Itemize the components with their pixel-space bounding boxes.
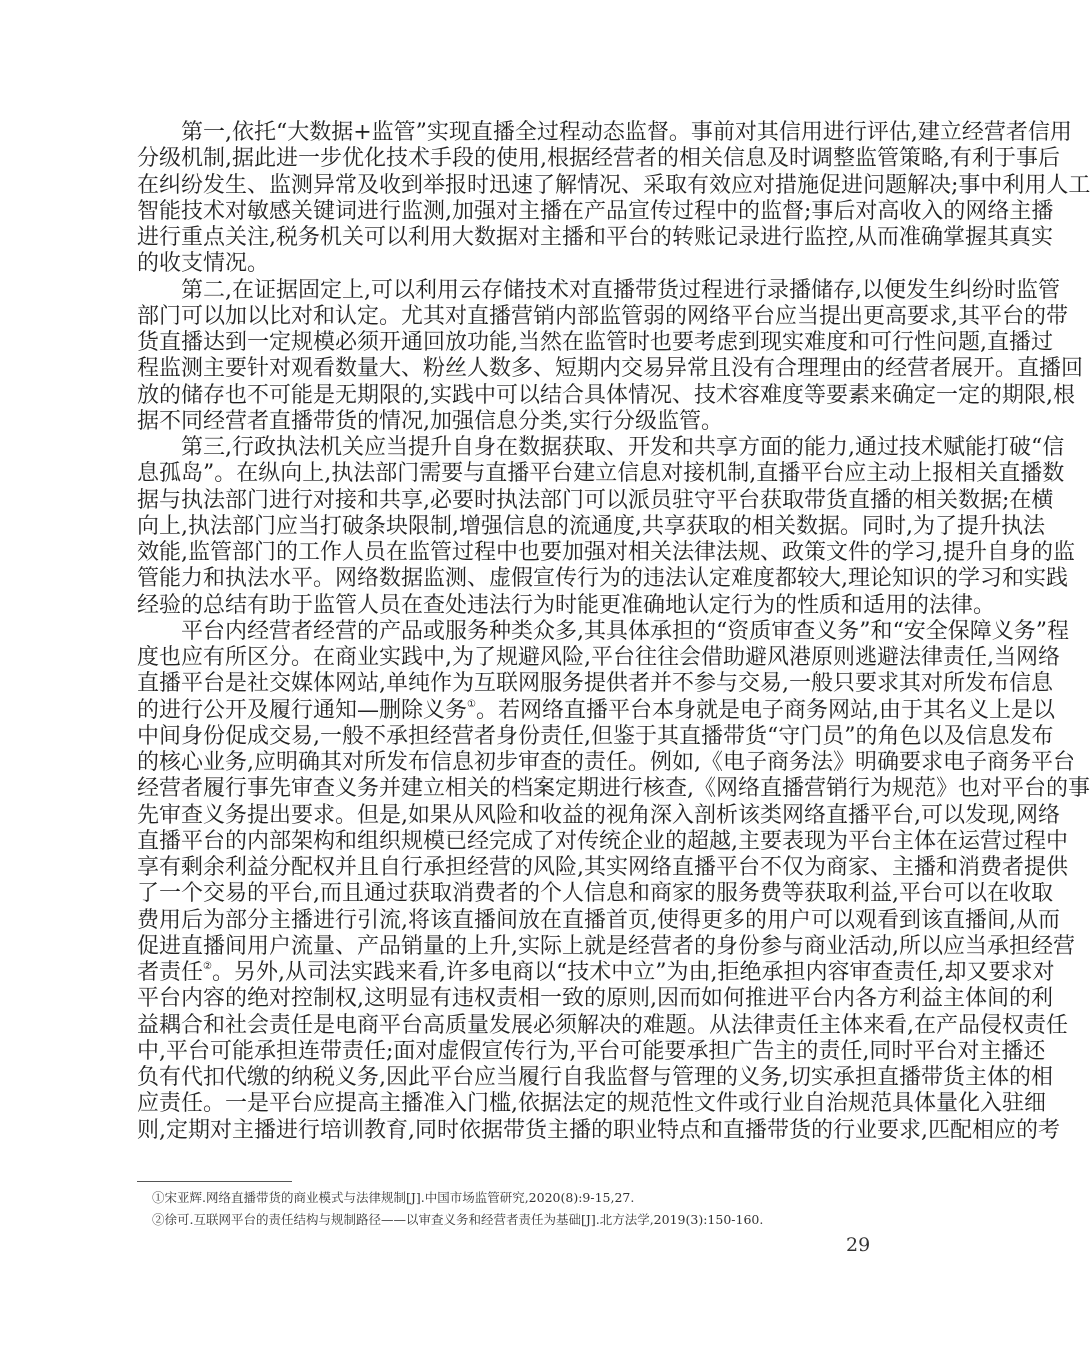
footnote-1: ①宋亚辉.网络直播带货的商业模式与法律规制[J].中国市场监管研究,2020(8):9-15,27. xyxy=(152,1190,635,1205)
text-line: 货直播达到一定规模必须开通回放功能,当然在监管时也要考虑到现实难度和可行性问题,直播过 xyxy=(137,330,1053,355)
text-line: 经营者履行事先审查义务并建立相关的档案定期进行核查,《网络直播营销行为规范》也对平台的事 xyxy=(137,776,1090,802)
paragraph xyxy=(137,618,1090,1144)
text-line: 在纠纷发生、监测异常及收到举报时迅速了解情况、采取有效应对措施促进问题解决;事中利用人工 xyxy=(137,172,1090,198)
body-text xyxy=(137,120,1090,1144)
paragraph xyxy=(137,277,1084,436)
text-line: 直播平台是社交媒体网站,单纯作为互联网服务提供者并不参与交易,一般只要求其对所发布信息 xyxy=(137,671,1053,697)
text-line: 平台内经营者经营的产品或服务种类众多,其具体承担的“资质审查义务”和“安全保障义务”程 xyxy=(181,618,1069,644)
text-line: 第三,行政执法机关应当提升自身在数据获取、开发和共享方面的能力,通过技术赋能打破“信 xyxy=(181,435,1065,460)
footnote-reference[interactable]: ② xyxy=(203,961,212,972)
text-line: 益耦合和社会责任是电商平台高质量发展必须解决的难题。从法律责任主体来看,在产品侵权责任 xyxy=(137,1012,1068,1038)
footnote-reference[interactable]: ① xyxy=(467,698,476,710)
text-line: 分级机制,据此进一步优化技术手段的使用,根据经营者的相关信息及时调整监管策略,有利于事后 xyxy=(137,146,1060,172)
page-number: 29 xyxy=(846,1234,871,1256)
text-line: 平台内容的绝对控制权,这明显有违权责相一致的原则,因而如何推进平台内各方利益主体间的利 xyxy=(137,986,1053,1012)
text-line: 费用后为部分主播进行引流,将该直播间放在直播首页,使得更多的用户可以观看到该直播间,从而 xyxy=(137,907,1060,933)
footnotes xyxy=(152,1187,852,1231)
text-line: 智能技术对敏感关键词进行监测,加强对主播在产品宣传过程中的监督;事后对高收入的网络主播 xyxy=(137,198,1054,224)
text-line: 中,平台可能承担连带责任;面对虚假宣传行为,平台可能要承担广告主的责任,同时平台对主播还 xyxy=(137,1038,1046,1064)
text-line: 第二,在证据固定上,可以利用云存储技术对直播带货过程进行录播储存,以便发生纠纷时监管 xyxy=(181,277,1060,303)
text-line: 度也应有所区分。在商业实践中,为了规避风险,平台往往会借助避风港原则逃避法律责任,当网络 xyxy=(137,645,1060,670)
text-line: 进行重点关注,税务机关可以利用大数据对主播和平台的转账记录进行监控,从而准确掌握其真实 xyxy=(137,225,1053,250)
footnote-divider xyxy=(137,1181,292,1182)
text-line: 则,定期对主播进行培训教育,同时依据带货主播的职业特点和直播带货的行业要求,匹配相应的考 xyxy=(137,1117,1060,1143)
text-line: 息孤岛”。在纵向上,执法部门需要与直播平台建立信息对接机制,直播平台应主动上报相关直播数 xyxy=(137,461,1065,487)
text-line: 部门可以加以比对和认定。尤其对直播营销内部监管弱的网络平台应当提出更高要求,其平台的带 xyxy=(137,303,1068,329)
text-line: 负有代扣代缴的纳税义务,因此平台应当履行自我监督与管理的义务,切实承担直播带货主体的相 xyxy=(137,1065,1053,1090)
text-line: 促进直播间用户流量、产品销量的上升,实际上就是经营者的身份参与商业活动,所以应当承担经营 xyxy=(137,933,1075,959)
text-line: 经验的总结有助于监管人员在查处违法行为时能更准确地认定行为的性质和适用的法律。 xyxy=(137,592,996,618)
text-line: 的收支情况。 xyxy=(137,251,270,277)
text-line: 效能,监管部门的工作人员在监管过程中也要加强对相关法律法规、政策文件的学习,提升自身的监 xyxy=(137,540,1075,565)
text-line: 直播平台的内部架构和组织规模已经完成了对传统企业的超越,主要表现为平台主体在运营过程中 xyxy=(137,828,1068,854)
text-line: 了一个交易的平台,而且通过获取消费者的个人信息和商家的服务费等获取利益,平台可以在收取 xyxy=(137,881,1053,907)
text-line: 的进行公开及履行通知—删除义务①。若网络直播平台本身就是电子商务网站,由于其名义上是以 xyxy=(137,697,1055,723)
text-line: 者责任②。另外,从司法实践来看,许多电商以“技术中立”为由,拒绝承担内容审查责任,却又要求对 xyxy=(137,960,1055,985)
text-line: 放的储存也不可能是无期限的,实践中可以结合具体情况、技术容难度等要素来确定一定的期限,根 xyxy=(137,382,1075,408)
paragraph xyxy=(137,435,1075,619)
text-line: 应责任。一是平台应提高主播准入门槛,依据法定的规范性文件或行业自治规范具体量化入驻细 xyxy=(137,1091,1046,1117)
text-line: 向上,执法部门应当打破条块限制,增强信息的流通度,共享获取的相关数据。同时,为了提升执法 xyxy=(137,513,1045,539)
text-line: 据不同经营者直播带货的情况,加强信息分类,实行分级监管。 xyxy=(137,408,723,434)
text-line: 享有剩余利益分配权并且自行承担经营的风险,其实网络直播平台不仅为商家、主播和消费者提供 xyxy=(137,855,1068,880)
text-line: 程监测主要针对观看数量大、粉丝人数多、短期内交易异常且没有合理理由的经营者展开。直播回 xyxy=(137,356,1084,382)
text-line: 先审查义务提出要求。但是,如果从风险和收益的视角深入剖析该类网络直播平台,可以发现,网络 xyxy=(137,802,1060,828)
paragraph xyxy=(137,120,1090,278)
text-line: 的核心业务,应明确其对所发布信息初步审查的责任。例如,《电子商务法》明确要求电子商务平台 xyxy=(137,750,1075,775)
footnote-2: ②徐可.互联网平台的责任结构与规制路径——以审查义务和经营者责任为基础[J].北方法学,2019(3):150-160. xyxy=(152,1212,764,1227)
text-line: 第一,依托“大数据+监管”实现直播全过程动态监督。事前对其信用进行评估,建立经营者信用 xyxy=(181,120,1072,145)
text-line: 管能力和执法水平。网络数据监测、虚假宣传行为的违法认定难度都较大,理论知识的学习和实践 xyxy=(137,566,1068,592)
text-line: 中间身份促成交易,一般不承担经营者身份责任,但鉴于其直播带货“守门员”的角色以及信息发布 xyxy=(137,723,1054,749)
text-line: 据与执法部门进行对接和共享,必要时执法部门可以派员驻守平台获取带货直播的相关数据;在横 xyxy=(137,487,1054,513)
